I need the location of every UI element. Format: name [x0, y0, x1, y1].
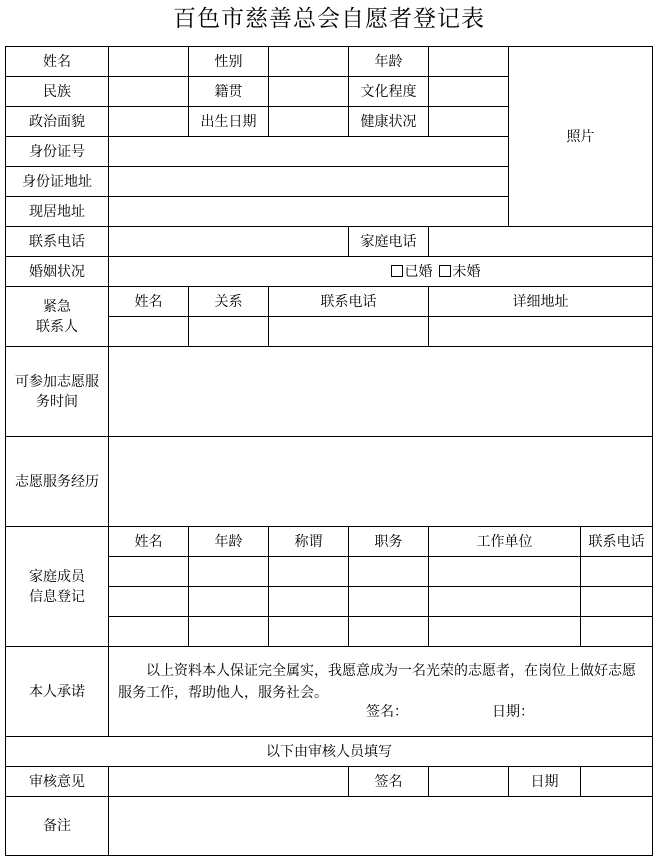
label-remarks: 备注 [43, 818, 71, 834]
emergency-label-line1: 紧急 [43, 298, 71, 315]
native-place-field[interactable] [269, 77, 348, 106]
political-status-field[interactable] [109, 107, 188, 136]
label-review-opinion: 审核意见 [29, 773, 85, 790]
phone-field[interactable] [109, 227, 348, 256]
unmarried-checkbox[interactable] [439, 265, 451, 277]
emergency-col-name: 姓名 [134, 293, 163, 310]
label-gender: 性别 [214, 53, 243, 70]
label-pledge: 本人承诺 [29, 683, 85, 700]
label-age: 年龄 [374, 53, 403, 70]
label-id-address: 身份证地址 [22, 173, 92, 190]
marital-options [109, 257, 652, 286]
label-id-number: 身份证号 [29, 143, 85, 160]
label-political-status: 政治面貌 [29, 113, 85, 130]
family-label-line1: 家庭成员 [29, 568, 85, 585]
label-experience: 志愿服务经历 [15, 473, 99, 490]
label-name: 姓名 [43, 53, 71, 70]
service-time-line2: 务时间 [36, 393, 78, 410]
service-time-field[interactable] [109, 347, 652, 436]
family-col-name: 姓名 [134, 533, 163, 550]
emergency-col-phone: 联系电话 [320, 293, 377, 310]
review-date-field[interactable] [581, 767, 652, 796]
emergency-relation-field[interactable] [189, 317, 268, 346]
emergency-phone-field[interactable] [269, 317, 428, 346]
service-time-line1: 可参加志愿服 [15, 373, 99, 390]
label-education: 文化程度 [360, 83, 417, 100]
label-current-address: 现居地址 [29, 203, 85, 220]
family-col-title: 称谓 [294, 533, 323, 550]
review-header: 以下由审核人员填写 [266, 743, 392, 760]
grid-line [108, 616, 653, 617]
experience-field[interactable] [109, 437, 652, 526]
age-field[interactable] [429, 47, 508, 76]
pledge-sign-label: 签名： [366, 704, 408, 720]
ethnicity-field[interactable] [109, 77, 188, 106]
grid-line [108, 586, 653, 587]
name-field[interactable] [109, 47, 188, 76]
family-col-age: 年龄 [214, 533, 243, 550]
label-home-phone: 家庭电话 [360, 233, 417, 250]
family-label-line2: 信息登记 [29, 588, 85, 605]
current-address-field[interactable] [109, 197, 508, 226]
grid-line [108, 556, 653, 557]
unmarried-label: 未婚 [452, 263, 481, 280]
photo-box[interactable]: 照片 [566, 128, 595, 145]
review-opinion-field[interactable] [109, 767, 348, 796]
emergency-col-relation: 关系 [214, 293, 243, 310]
education-field[interactable] [429, 77, 508, 106]
grid-line [652, 46, 653, 856]
gender-field[interactable] [269, 47, 348, 76]
unmarried-option[interactable] [439, 262, 481, 282]
health-field[interactable] [429, 107, 508, 136]
remarks-field[interactable] [109, 797, 652, 855]
label-health: 健康状况 [360, 113, 417, 130]
label-ethnicity: 民族 [43, 83, 71, 100]
label-review-date: 日期 [530, 773, 559, 790]
label-family [6, 527, 108, 646]
label-native-place: 籍贯 [214, 83, 243, 100]
emergency-col-address: 详细地址 [512, 293, 569, 310]
id-address-field[interactable] [109, 167, 508, 196]
married-label: 已婚 [404, 263, 433, 280]
home-phone-field[interactable] [429, 227, 652, 256]
emergency-address-field[interactable] [429, 317, 652, 346]
form-title: 百色市慈善总会自愿者登记表 [173, 6, 485, 32]
family-col-position: 职务 [374, 533, 403, 550]
married-option[interactable] [391, 262, 433, 282]
label-service-time [6, 347, 108, 436]
emergency-label-line2: 联系人 [36, 318, 78, 335]
pledge-date-label: 日期： [492, 704, 534, 720]
married-checkbox[interactable] [391, 265, 403, 277]
label-emergency-contact [6, 287, 108, 346]
pledge-text: 以上资料本人保证完全属实，我愿意成为一名光荣的志愿者，在岗位上做好志愿服务工作，帮助他人，服务社会。 [118, 663, 636, 701]
grid-line [5, 855, 653, 856]
id-number-field[interactable] [109, 137, 508, 166]
birth-date-field[interactable] [269, 107, 348, 136]
family-col-employer: 工作单位 [476, 533, 533, 550]
label-review-sign: 签名 [374, 773, 403, 790]
label-birth-date: 出生日期 [200, 113, 257, 130]
review-sign-field[interactable] [429, 767, 508, 796]
family-col-phone: 联系电话 [588, 533, 645, 550]
emergency-name-field[interactable] [109, 317, 188, 346]
label-phone: 联系电话 [29, 233, 85, 250]
label-marital: 婚姻状况 [29, 263, 85, 280]
